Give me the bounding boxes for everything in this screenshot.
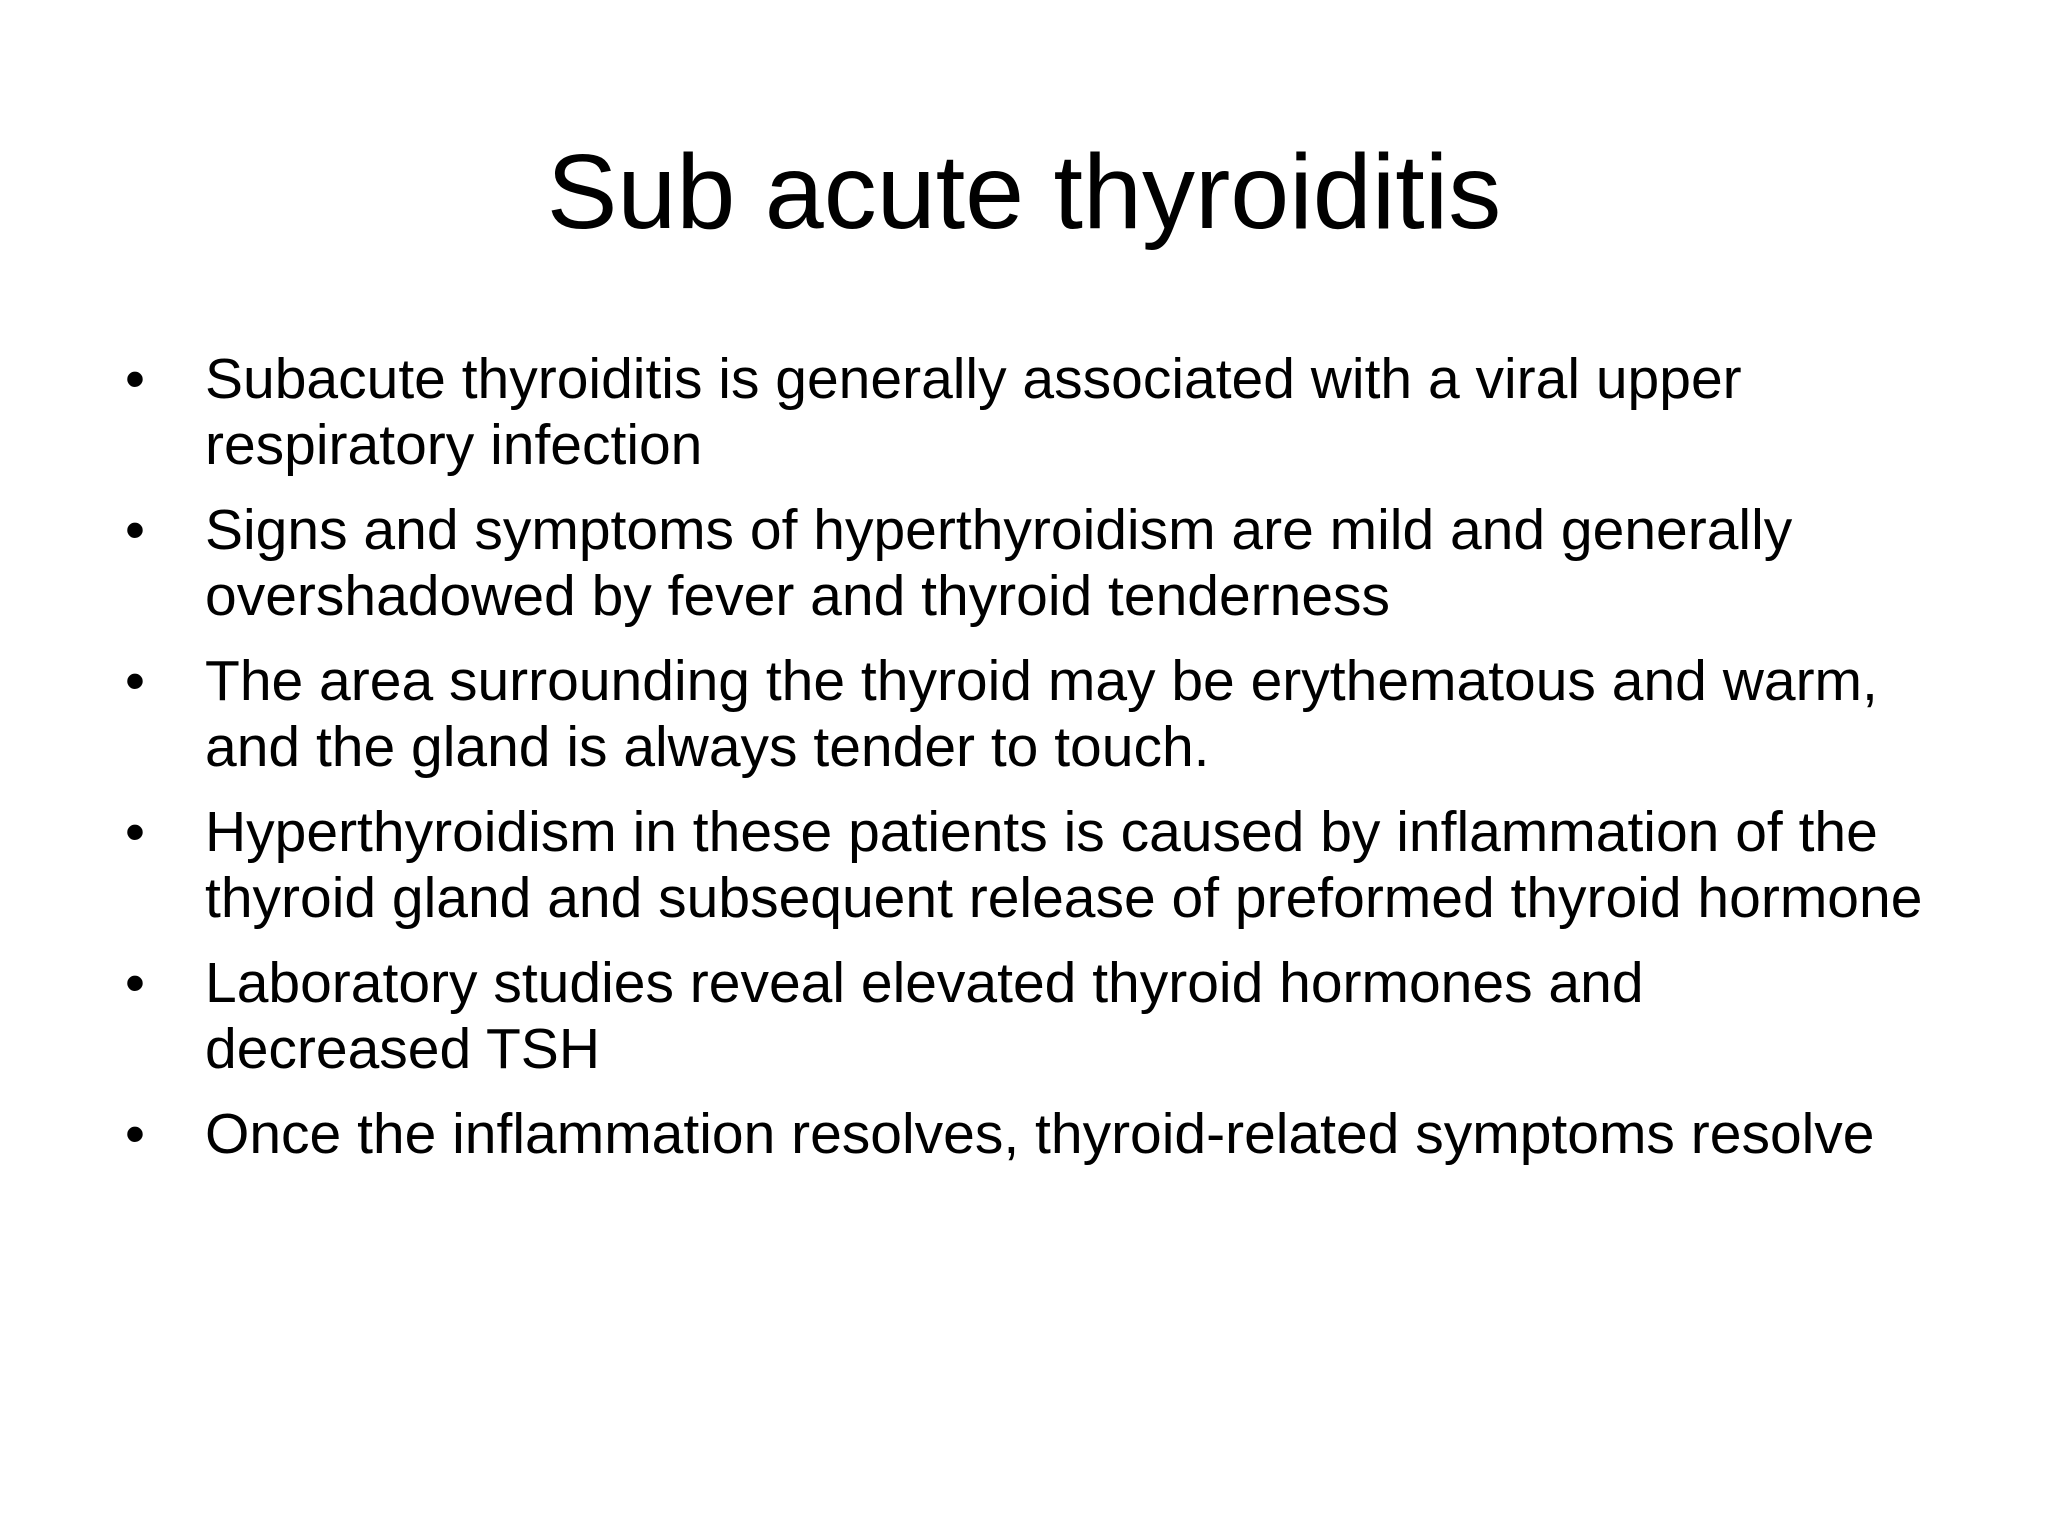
- bullet-text: The area surrounding the thyroid may be erythematous and warm, and the gland is always tender to touch.: [205, 649, 1878, 779]
- bullet-icon: •: [125, 498, 145, 562]
- bullet-item: [125, 1101, 1925, 1167]
- bullet-item: [125, 799, 1925, 931]
- bullet-text: Signs and symptoms of hyperthyroidism are mild and generally overshadowed by fever and thyroid tenderness: [205, 498, 1793, 628]
- bullet-icon: •: [125, 1102, 145, 1166]
- bullet-list: [125, 346, 1925, 1186]
- bullet-icon: •: [125, 347, 145, 411]
- bullet-icon: •: [125, 800, 145, 864]
- bullet-item: [125, 648, 1925, 780]
- bullet-item: [125, 346, 1925, 478]
- bullet-text: Laboratory studies reveal elevated thyroid hormones and decreased TSH: [205, 951, 1644, 1081]
- bullet-item: [125, 950, 1925, 1082]
- bullet-icon: •: [125, 951, 145, 1015]
- bullet-text: Subacute thyroiditis is generally associated with a viral upper respiratory infection: [205, 347, 1742, 477]
- slide-title: Sub acute thyroiditis: [546, 133, 1502, 251]
- bullet-text: Hyperthyroidism in these patients is caused by inflammation of the thyroid gland and subsequent release of preformed thyroid hormone: [205, 800, 1923, 930]
- bullet-item: [125, 497, 1925, 629]
- bullet-icon: •: [125, 649, 145, 713]
- bullet-text: Once the inflammation resolves, thyroid-related symptoms resolve: [205, 1102, 1875, 1166]
